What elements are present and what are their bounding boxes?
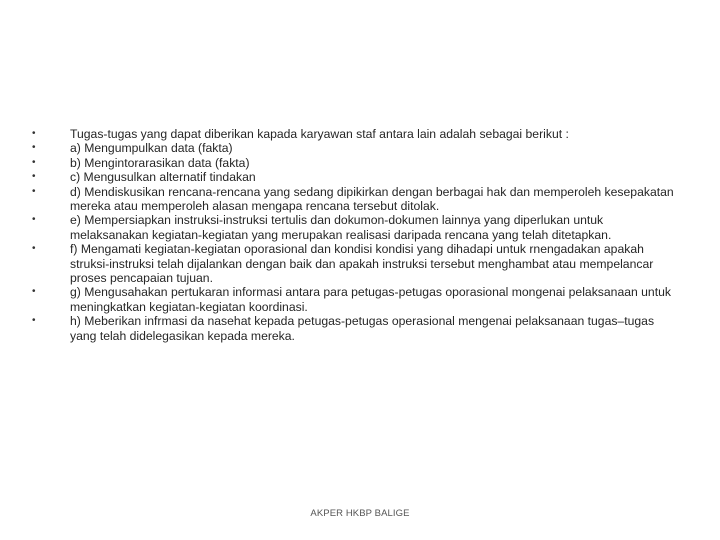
bullet-dot-icon: • <box>32 142 36 154</box>
bullet-list <box>30 127 680 343</box>
bullet-text: c) Mengusulkan alternatif tindakan <box>70 170 256 185</box>
bullet-dot-icon: • <box>32 128 36 139</box>
bullet-item <box>30 141 680 155</box>
bullet-text: d) Mendiskusikan rencana-rencana yang sedang dipikirkan dengan berbagai hak dan memperoleh kesepakatan mereka atau memperoleh alasan mengapa rencana tersebut ditolak. <box>70 184 674 214</box>
bullet-text: g) Mengusahakan pertukaran informasi antara para petugas-petugas oporasional mongenai pelaksanaan untuk meningkatkan kegiatan-kegiatan koordinasi. <box>70 285 671 314</box>
bullet-item <box>30 156 680 170</box>
bullet-dot-icon: • <box>32 286 36 298</box>
bullet-dot-icon: • <box>32 185 36 197</box>
bullet-item <box>30 213 680 242</box>
bullet-text: Tugas-tugas yang dapat diberikan kapada karyawan staf antara lain adalah sebagai berikut : <box>70 127 569 141</box>
bullet-dot-icon: • <box>32 156 36 168</box>
bullet-text: f) Mengamati kegiatan-kegiatan oporasional dan kondisi kondisi yang dihadapi untuk rnengadakan apakah struksi-instruksi telah dijalankan dengan baik dan apakah instruksi tersebut menghambat atau mempelancar proses pencapaian tujuan. <box>70 242 654 286</box>
bullet-dot-icon: • <box>32 243 36 255</box>
bullet-dot-icon: • <box>32 214 36 226</box>
slide-footer: AKPER HKBP BALIGE <box>310 508 410 519</box>
bullet-item <box>30 314 680 343</box>
bullet-dot-icon: • <box>32 171 36 183</box>
bullet-item <box>30 242 680 285</box>
bullet-item <box>30 170 680 184</box>
bullet-text: h) Meberikan infrmasi da nasehat kepada petugas-petugas operasional mengenai pelaksanaan tugas–tugas yang telah didelegasikan kepada mereka. <box>70 314 655 343</box>
bullet-text: a) Mengumpulkan data (fakta) <box>70 141 233 156</box>
bullet-item <box>30 185 680 214</box>
bullet-item <box>30 285 680 314</box>
bullet-item <box>30 127 680 141</box>
bullet-text: e) Mempersiapkan instruksi-instruksi tertulis dan dokumon-dokumen lainnya yang diperlukan untuk melaksanakan kegiatan-kegiatan yang merupakan realisasi daripada rencana yang telah ditetapkan. <box>70 213 612 242</box>
bullet-dot-icon: • <box>32 315 36 327</box>
bullet-text: b) Mengintorarasikan data (fakta) <box>70 155 250 170</box>
